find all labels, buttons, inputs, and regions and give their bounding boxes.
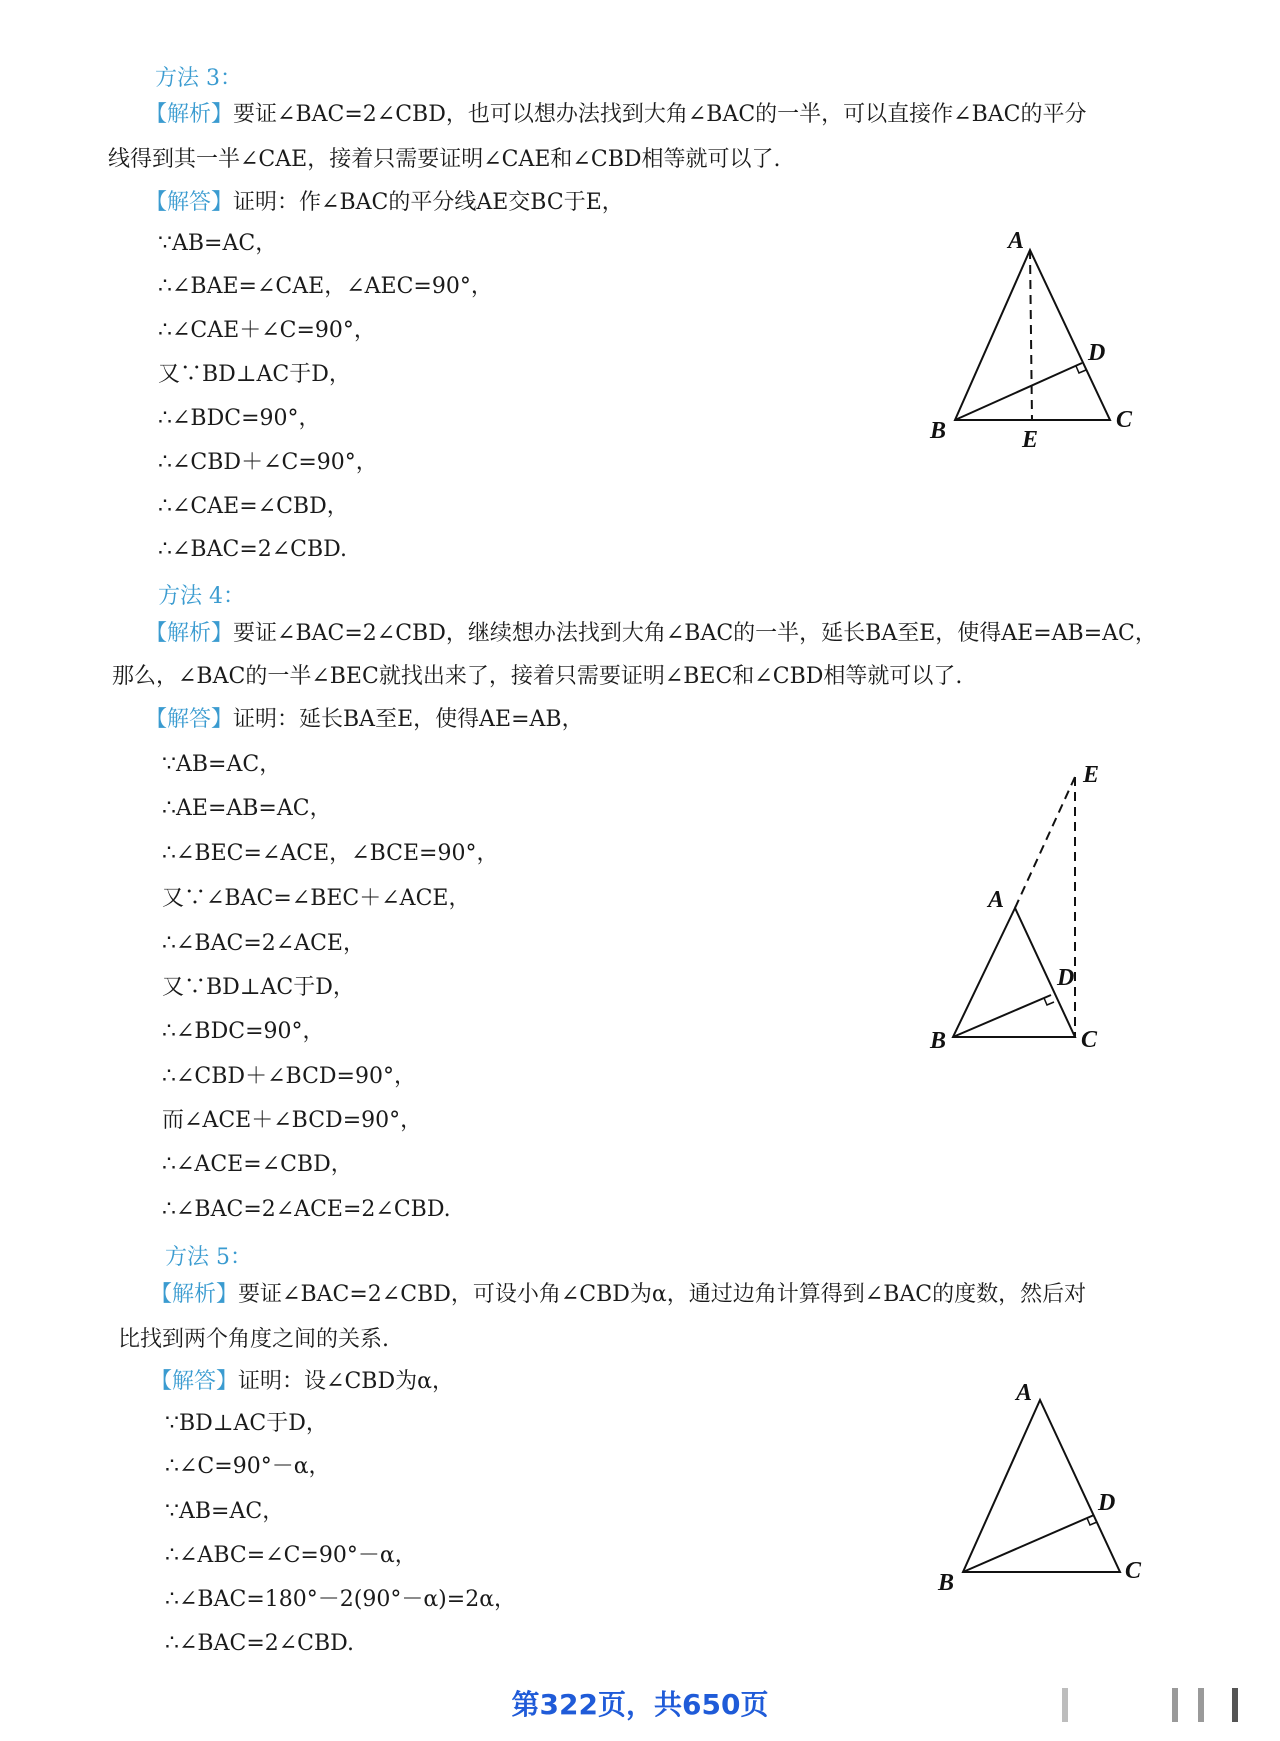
label-d: D	[1057, 965, 1075, 991]
scan-edge-mark	[1232, 1688, 1238, 1722]
method5-analysis-line1	[150, 1280, 1086, 1310]
method4-step: ∵AB=AC，	[162, 752, 282, 777]
answer-text: 证明：作∠BAC的平分线AE交BC于E，	[233, 190, 624, 215]
analysis-tag: 【解析】	[145, 621, 234, 646]
label-d: D	[1098, 1490, 1116, 1516]
answer-text: 证明：设∠CBD为α，	[238, 1369, 454, 1394]
analysis-tag: 【解析】	[150, 1282, 239, 1307]
method4-step: ∴∠ACE=∠CBD，	[162, 1152, 353, 1177]
answer-tag: 【解答】	[150, 1369, 239, 1394]
label-e: E	[1083, 762, 1100, 788]
right-angle-mark	[1044, 998, 1054, 1005]
method4-analysis-line2: 那么，∠BAC的一半∠BEC就找出来了，接着只需要证明∠BEC和∠CBD相等就可以了.	[112, 664, 963, 689]
label-c: C	[1081, 1027, 1098, 1053]
method3-step: ∵AB=AC，	[158, 231, 278, 256]
method4-step: 又∵∠BAC=∠BEC＋∠ACE，	[162, 886, 471, 911]
scan-edge-mark	[1062, 1688, 1068, 1722]
answer-tag: 【解答】	[145, 707, 234, 732]
method3-step: ∴∠BAC=2∠CBD.	[158, 537, 348, 562]
method4-step: 又∵BD⊥AC于D，	[162, 975, 355, 1000]
method4-analysis-line1	[145, 619, 1157, 649]
label-a: A	[1016, 1380, 1033, 1406]
label-b: B	[938, 1570, 955, 1596]
method3-step: ∴∠CAE=∠CBD，	[158, 494, 349, 519]
method5-heading: 方法 5：	[165, 1245, 252, 1270]
method3-figure	[900, 225, 1140, 460]
method5-step: ∴∠ABC=∠C=90°－α，	[165, 1543, 417, 1568]
label-e: E	[1022, 427, 1039, 453]
method4-step: ∴∠CBD＋∠BCD=90°，	[162, 1064, 416, 1089]
method3-analysis-line1	[145, 100, 1086, 130]
answer-text: 证明：延长BA至E，使得AE=AB，	[233, 707, 584, 732]
analysis-text: 要证∠BAC=2∠CBD，也可以想办法找到大角∠BAC的一半，可以直接作∠BAC的平分	[233, 102, 1087, 127]
method5-step: ∴∠BAC=2∠CBD.	[165, 1631, 355, 1656]
method4-figure	[915, 750, 1135, 1060]
triangle-abc	[963, 1400, 1120, 1572]
label-c: C	[1125, 1558, 1142, 1584]
triangle-abc	[955, 250, 1110, 420]
method4-step: ∴∠BEC=∠ACE，∠BCE=90°，	[162, 841, 499, 866]
method4-heading: 方法 4：	[158, 584, 245, 609]
method3-heading: 方法 3：	[155, 66, 242, 91]
bisector-ae	[1030, 250, 1032, 420]
method4-answer-intro	[145, 705, 584, 735]
method5-answer-intro	[150, 1367, 454, 1397]
method4-step: ∴∠BAC=2∠ACE=2∠CBD.	[162, 1197, 451, 1222]
method5-step: ∵AB=AC，	[165, 1499, 285, 1524]
page-number: 第322页，共650页	[511, 1688, 769, 1721]
method5-step: ∴∠C=90°－α，	[165, 1454, 331, 1479]
method3-analysis-line2: 线得到其一半∠CAE，接着只需要证明∠CAE和∠CBD相等就可以了.	[108, 147, 781, 172]
method5-figure	[920, 1375, 1160, 1605]
extension-ae	[1015, 777, 1075, 908]
scan-edge-mark	[1198, 1688, 1204, 1722]
method5-analysis-line2: 比找到两个角度之间的关系.	[118, 1327, 389, 1352]
label-c: C	[1116, 407, 1133, 433]
label-b: B	[930, 418, 947, 444]
label-a: A	[1008, 228, 1025, 254]
method3-answer-intro	[145, 188, 624, 218]
analysis-text: 要证∠BAC=2∠CBD，继续想办法找到大角∠BAC的一半，延长BA至E，使得AE=AB=AC，	[233, 621, 1157, 646]
label-b: B	[930, 1028, 947, 1054]
method3-step: ∴∠CAE＋∠C=90°，	[158, 318, 376, 343]
method3-step: ∴∠BDC=90°，	[158, 406, 321, 431]
segment-bd	[953, 995, 1051, 1037]
analysis-text: 要证∠BAC=2∠CBD，可设小角∠CBD为α，通过边角计算得到∠BAC的度数，然后对	[238, 1282, 1087, 1307]
method3-step: ∴∠BAE=∠CAE，∠AEC=90°，	[158, 274, 493, 299]
answer-tag: 【解答】	[145, 190, 234, 215]
method5-step: ∴∠BAC=180°－2(90°－α)=2α，	[165, 1587, 517, 1612]
label-d: D	[1088, 340, 1106, 366]
analysis-tag: 【解析】	[145, 102, 234, 127]
label-a: A	[988, 887, 1005, 913]
scan-edge-mark	[1172, 1688, 1178, 1722]
method4-step: ∴AE=AB=AC，	[162, 796, 332, 821]
method5-step: ∵BD⊥AC于D，	[165, 1411, 328, 1436]
segment-bd	[955, 363, 1082, 420]
segment-bd	[963, 1515, 1094, 1572]
method4-step: 而∠ACE＋∠BCD=90°，	[162, 1108, 423, 1133]
method4-step: ∴∠BDC=90°，	[162, 1019, 325, 1044]
method3-step: 又∵BD⊥AC于D，	[158, 362, 351, 387]
method4-step: ∴∠BAC=2∠ACE，	[162, 931, 365, 956]
method3-step: ∴∠CBD＋∠C=90°，	[158, 450, 378, 475]
